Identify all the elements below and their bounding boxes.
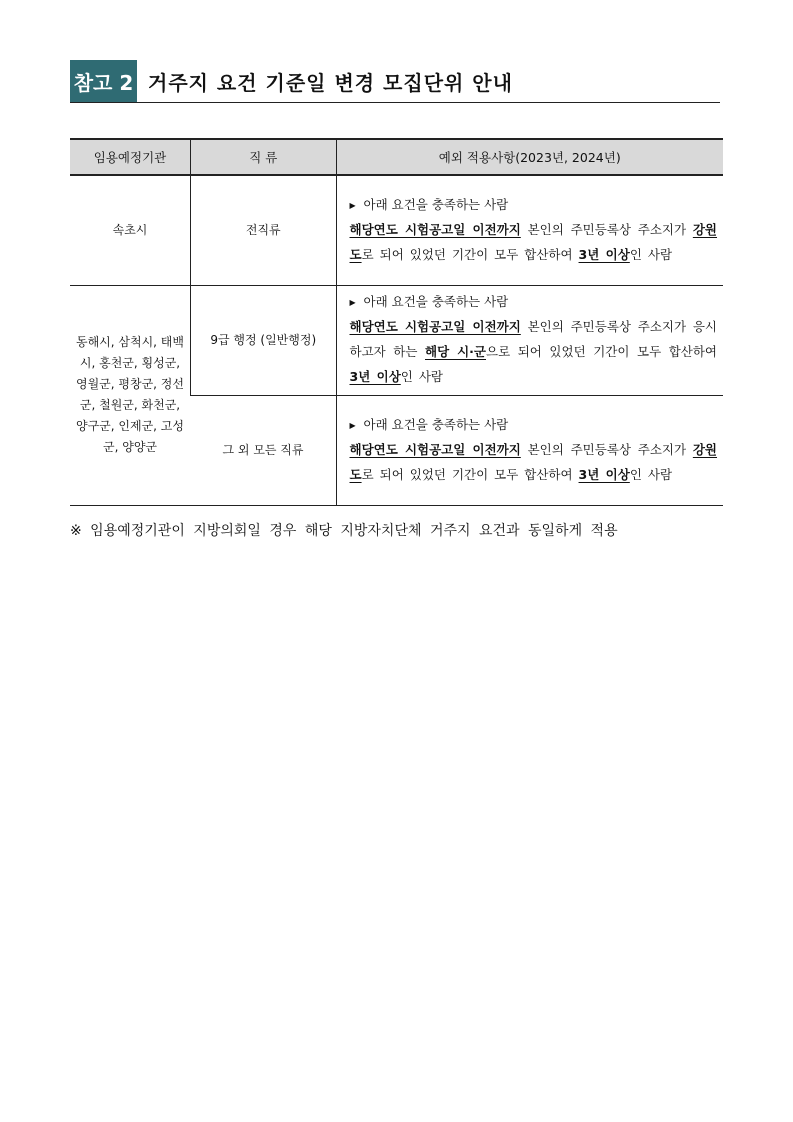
table-header-row — [70, 139, 723, 175]
desc-part: 본인의 주민등록상 주소지가 응시하고자 하는 — [349, 319, 717, 359]
region-text: 강원도 — [349, 441, 718, 482]
bullet-text: 아래 요건을 충족하는 사람 — [363, 196, 509, 212]
deadline-text: 해당연도 시험공고일 이전까지 — [349, 441, 521, 457]
desc-part: 로 되어 있었던 기간이 모두 합산하여 — [361, 466, 579, 482]
category-cell: 전직류 — [191, 175, 337, 285]
table-row — [70, 175, 723, 285]
desc-part: 로 되어 있었던 기간이 모두 합산하여 — [361, 246, 579, 262]
region-text: 강원도 — [349, 221, 718, 262]
triangle-right-icon: ▶ — [349, 298, 356, 307]
agency-cell: 동해시, 삼척시, 태백시, 홍천군, 횡성군, 영월군, 평창군, 정선군, 철원군, 화천군, 양구군, 인제군, 고성군, 양양군 — [70, 285, 191, 505]
deadline-text: 해당연도 시험공고일 이전까지 — [349, 319, 521, 334]
triangle-right-icon: ▶ — [349, 420, 356, 430]
residency-table — [70, 138, 723, 506]
exception-cell — [336, 175, 723, 285]
exception-cell — [336, 285, 723, 395]
desc-part: 인 사람 — [400, 369, 443, 384]
duration-text: 3년 이상 — [578, 466, 630, 482]
table-row — [70, 285, 723, 395]
header-category: 직 류 — [191, 139, 337, 175]
bullet-line — [350, 291, 718, 314]
header-exception: 예외 적용사항(2023년, 2024년) — [336, 139, 723, 175]
requirement-text — [350, 314, 718, 389]
bullet-line — [350, 414, 718, 437]
desc-part: 본인의 주민등록상 주소지가 — [520, 441, 693, 457]
reference-badge: 참고 2 — [70, 60, 137, 102]
duration-text: 3년 이상 — [578, 246, 630, 262]
category-cell: 9급 행정 (일반행정) — [191, 285, 337, 395]
requirement-text — [350, 437, 718, 487]
bullet-text: 아래 요건을 충족하는 사람 — [363, 294, 509, 309]
agency-cell: 속초시 — [70, 175, 191, 285]
bullet-text: 아래 요건을 충족하는 사람 — [363, 416, 509, 432]
footnote: ※ 임용예정기관이 지방의회일 경우 해당 지방자치단체 거주지 요건과 동일하게 적용 — [70, 523, 618, 539]
requirement-text — [350, 217, 718, 267]
deadline-text: 해당연도 시험공고일 이전까지 — [349, 221, 521, 237]
desc-part: 본인의 주민등록상 주소지가 — [520, 221, 693, 237]
page-title: 거주지 요건 기준일 변경 모집단위 안내 — [148, 71, 513, 95]
header-agency: 임용예정기관 — [70, 139, 191, 175]
category-cell: 그 외 모든 직류 — [191, 395, 337, 505]
desc-part: 으로 되어 있었던 기간이 모두 합산하여 — [486, 344, 717, 359]
region-text: 해당 시·군 — [425, 344, 486, 359]
desc-part: 인 사람 — [629, 246, 673, 262]
bullet-line — [350, 194, 718, 217]
exception-cell — [336, 395, 723, 505]
section-title-bar — [70, 58, 720, 103]
desc-part: 인 사람 — [629, 466, 673, 482]
triangle-right-icon: ▶ — [349, 200, 356, 210]
duration-text: 3년 이상 — [349, 369, 401, 384]
